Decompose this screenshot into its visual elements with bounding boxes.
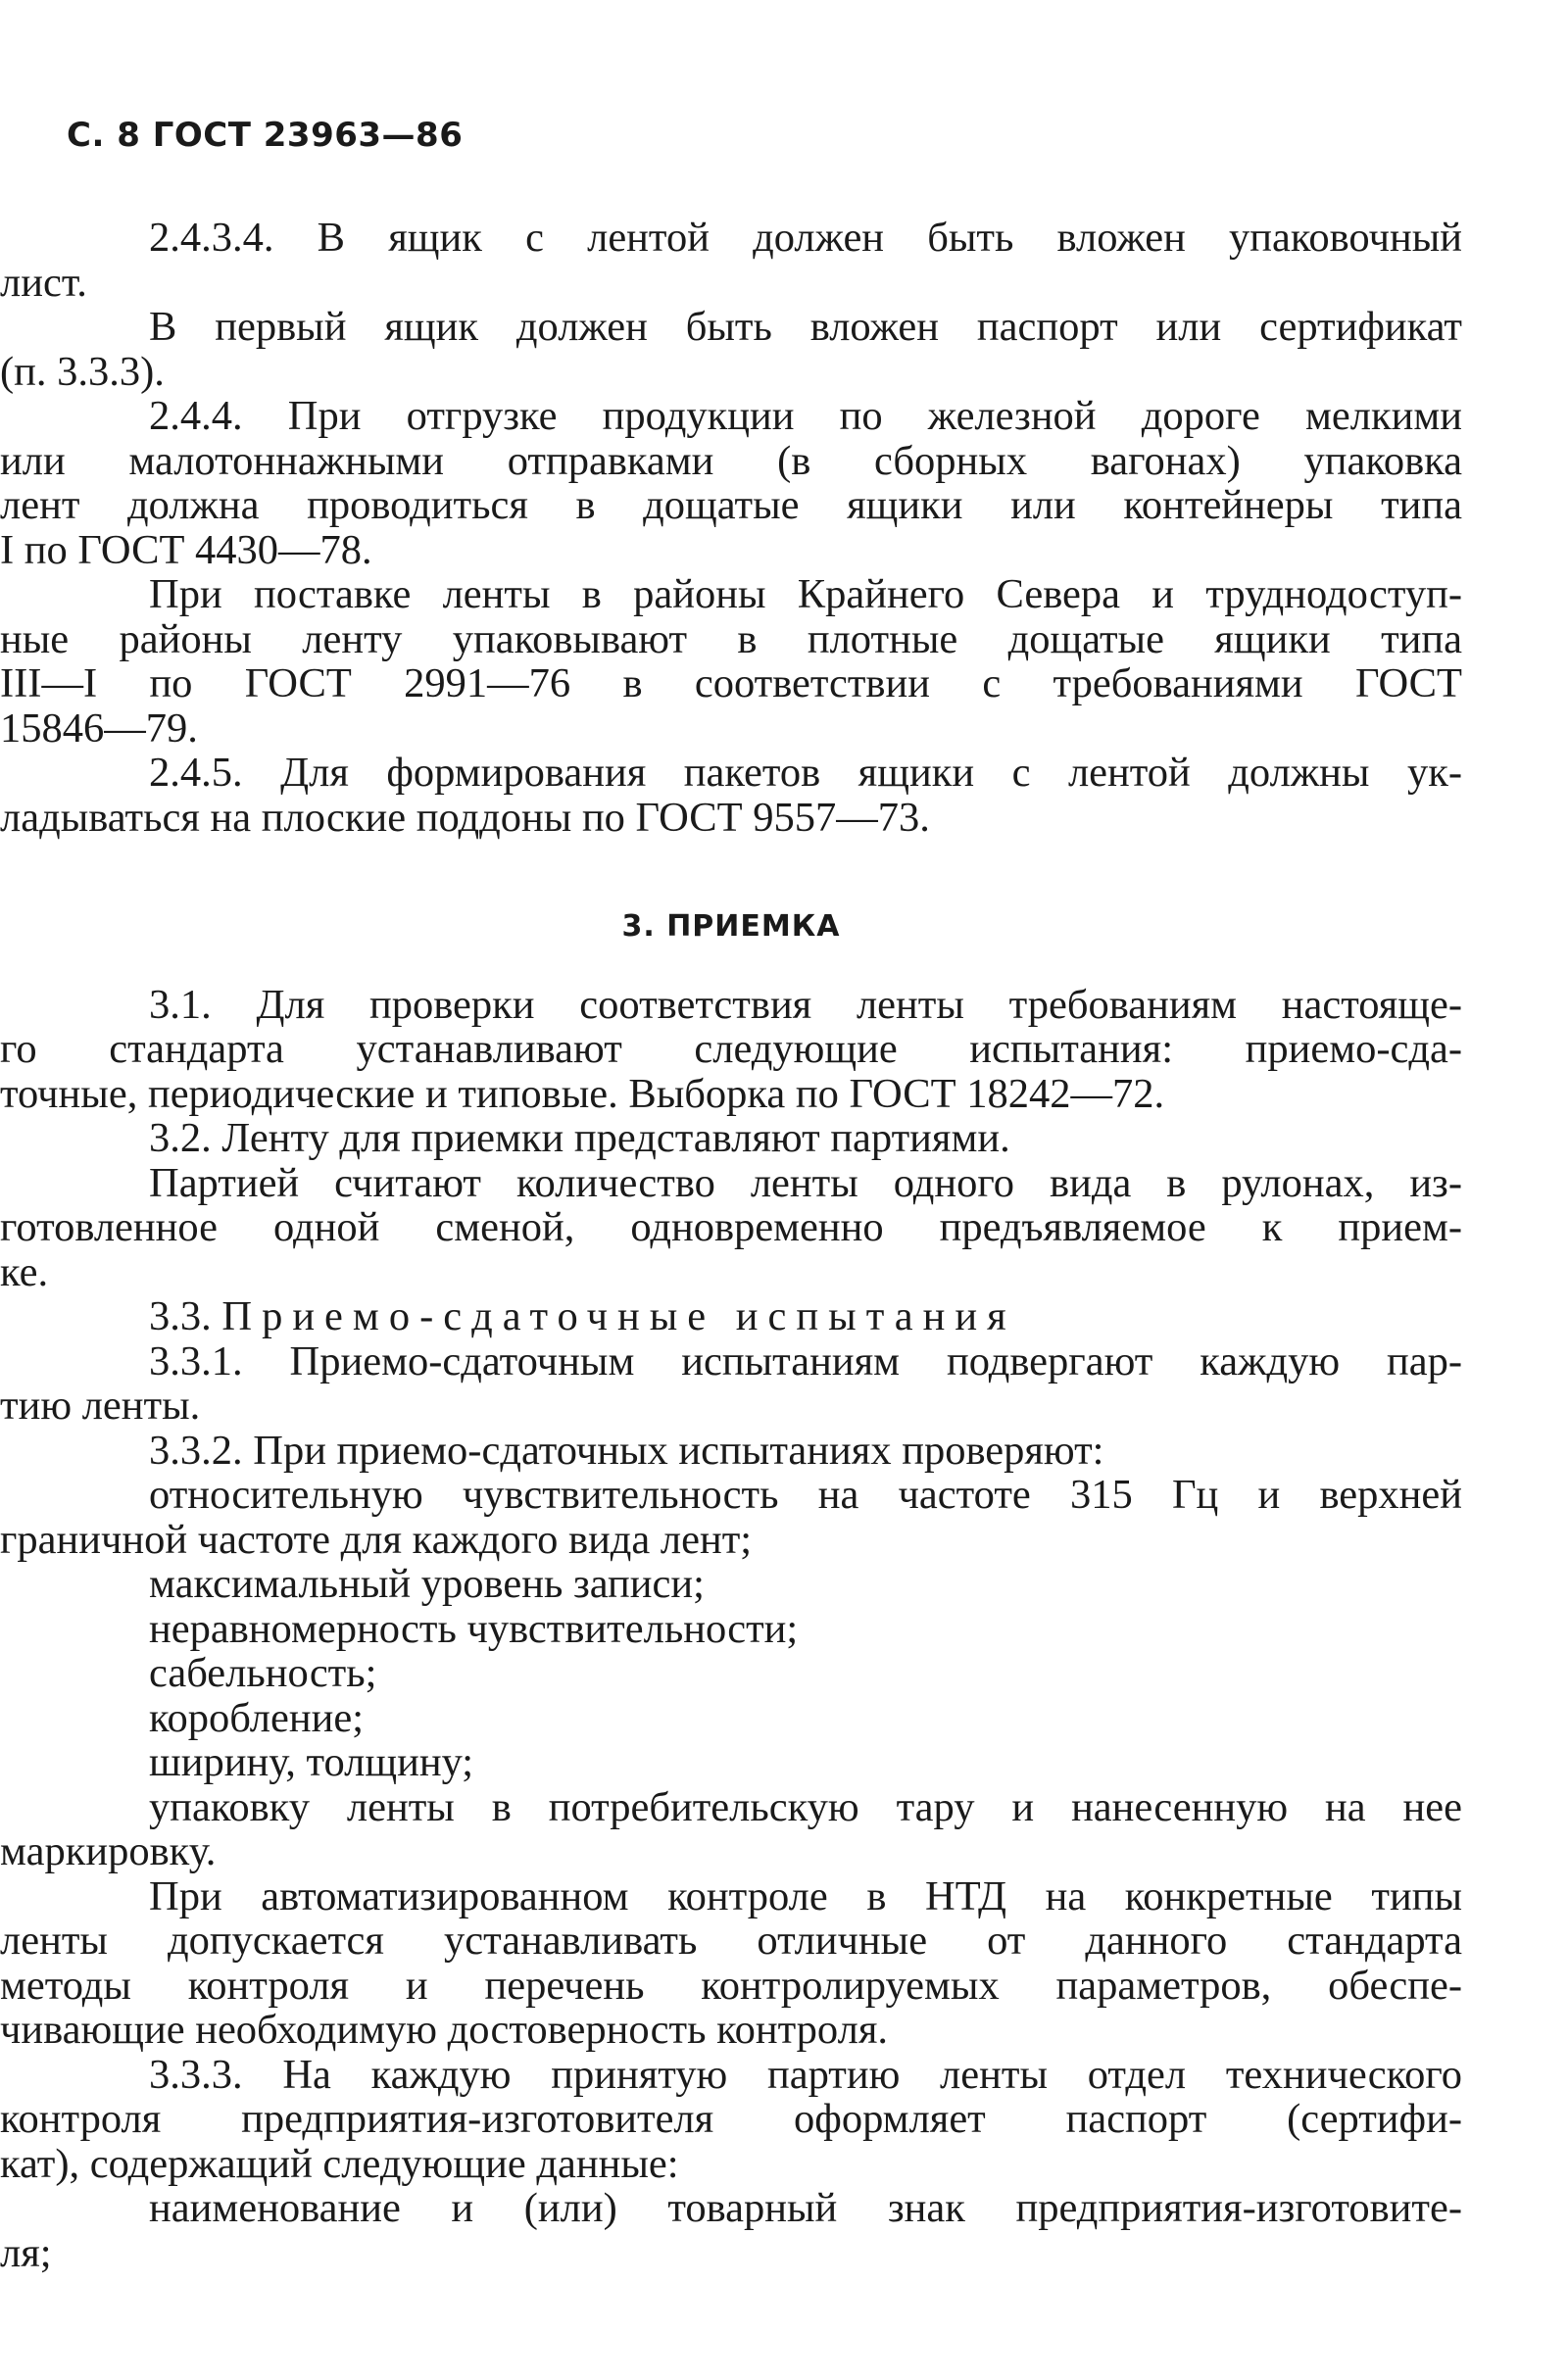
text-line: 3.1. Для проверки соответствия ленты требованиям настояще- [149, 981, 1462, 1028]
list-item: максимальный уровень записи; [149, 1561, 705, 1607]
text-line: ленты допускается устанавливать отличные от данного стандарта [0, 1918, 1462, 1964]
section-3-title: 3. ПРИЕМКА [621, 909, 841, 944]
text-line: наименование и (или) товарный знак предприятия-изготовите- [149, 2185, 1462, 2231]
check-list [149, 1562, 1462, 1785]
text-line: 3.2. Ленту для приемки представляют партиями. [149, 1115, 1010, 1161]
text-line: лент должна проводиться в дощатые ящики или контейнеры типа [0, 482, 1462, 528]
paragraph-2-4-5 [0, 750, 1462, 841]
paragraph-passport [0, 304, 1462, 395]
paragraph-packaging [0, 1783, 1462, 1874]
text-line: При поставке ленты в районы Крайнего Севера и труднодоступ- [149, 571, 1462, 617]
text-line: 2.4.5. Для формирования пакетов ящики с лентой должны ук- [149, 750, 1462, 796]
text-line: готовленное одной сменой, одновременно предъявляемое к прием- [0, 1204, 1462, 1250]
text-line: лист. [0, 259, 87, 306]
text-line: относительную чувствительность на частоте 315 Гц и верхней [149, 1472, 1462, 1518]
text-line: 3.3.2. При приемо-сдаточных испытаниях проверяют: [149, 1427, 1104, 1474]
text-line: контроля предприятия-изготовителя оформляет паспорт (сертифи- [0, 2096, 1462, 2142]
text-line: 3.3.3. На каждую принятую партию ленты отдел технического [149, 2051, 1462, 2098]
text-line: Партией считают количество ленты одного вида в рулонах, из- [149, 1159, 1462, 1206]
text-line: 2.4.3.4. В ящик с лентой должен быть вложен упаковочный [149, 215, 1462, 261]
text-line: 15846—79. [0, 704, 198, 752]
paragraph-sensitivity [0, 1472, 1462, 1563]
paragraph-batch [0, 1159, 1462, 1295]
spaced-subheading: Приемо-сдаточные испытания [221, 1293, 1016, 1339]
paragraph-3-3-1 [0, 1337, 1462, 1429]
text-line: III—I по ГОСТ 2991—76 в соответствии с требованиями ГОСТ [0, 660, 1462, 706]
list-item: ширину, толщину; [149, 1739, 474, 1785]
text-line: ладываться на плоские поддоны по ГОСТ 9557—73. [0, 794, 930, 841]
text-line: 3.3.1. Приемо-сдаточным испытаниям подвергают каждую пар- [149, 1337, 1462, 1384]
paragraph-far-north [0, 571, 1462, 752]
text-line: точные, периодические и типовые. Выборка по ГОСТ 18242—72. [0, 1070, 1165, 1117]
clause-number: 3.3. [149, 1293, 212, 1339]
list-item: неравномерность чувствительности; [149, 1605, 799, 1652]
text-line: тию ленты. [0, 1383, 201, 1429]
paragraph-3-2 [149, 1116, 1462, 1161]
text-line: ке. [0, 1248, 49, 1295]
text-line: граничной частоте для каждого вида лент; [0, 1516, 753, 1563]
paragraph-3-1 [0, 981, 1462, 1117]
text-line: методы контроля и перечень контролируемых параметров, обеспе- [0, 1962, 1462, 2009]
list-item: сабельность; [149, 1650, 377, 1696]
text-line [149, 1294, 1462, 1339]
text-line: ные районы ленту упаковывают в плотные дощатые ящики типа [0, 615, 1462, 662]
text-line: чивающие необходимую достоверность контроля. [0, 2007, 888, 2053]
list-item: коробление; [149, 1694, 365, 1741]
text-line: I по ГОСТ 4430—78. [0, 526, 372, 573]
text-line: (п. 3.3.3). [0, 348, 165, 395]
text-line: ля; [0, 2229, 52, 2276]
text-line: упаковку ленты в потребительскую тару и нанесенную на нее [149, 1783, 1462, 1830]
text-line: кат), содержащий следующие данные: [0, 2140, 679, 2187]
paragraph-3-3-2 [149, 1429, 1462, 1474]
text-line: В первый ящик должен быть вложен паспорт или сертификат [149, 304, 1462, 350]
paragraph-3-3-3 [0, 2051, 1462, 2187]
paragraph-manufacturer-name [0, 2185, 1462, 2276]
page-header: С. 8 ГОСТ 23963—86 [67, 116, 464, 155]
paragraph-automated-control [0, 1872, 1462, 2053]
paragraph-2-4-4 [0, 393, 1462, 573]
paragraph-3-3 [149, 1294, 1462, 1339]
text-line: 2.4.4. При отгрузке продукции по железной дороге мелкими [149, 393, 1462, 439]
text-line: го стандарта устанавливают следующие испытания: приемо-сда- [0, 1026, 1462, 1072]
text-line: или малотоннажными отправками (в сборных вагонах) упаковка [0, 437, 1462, 484]
text-line: При автоматизированном контроле в НТД на конкретные типы [149, 1872, 1462, 1919]
text-line: маркировку. [0, 1828, 217, 1874]
document-body [0, 215, 1462, 2276]
paragraph-2-4-3-4 [0, 215, 1462, 306]
